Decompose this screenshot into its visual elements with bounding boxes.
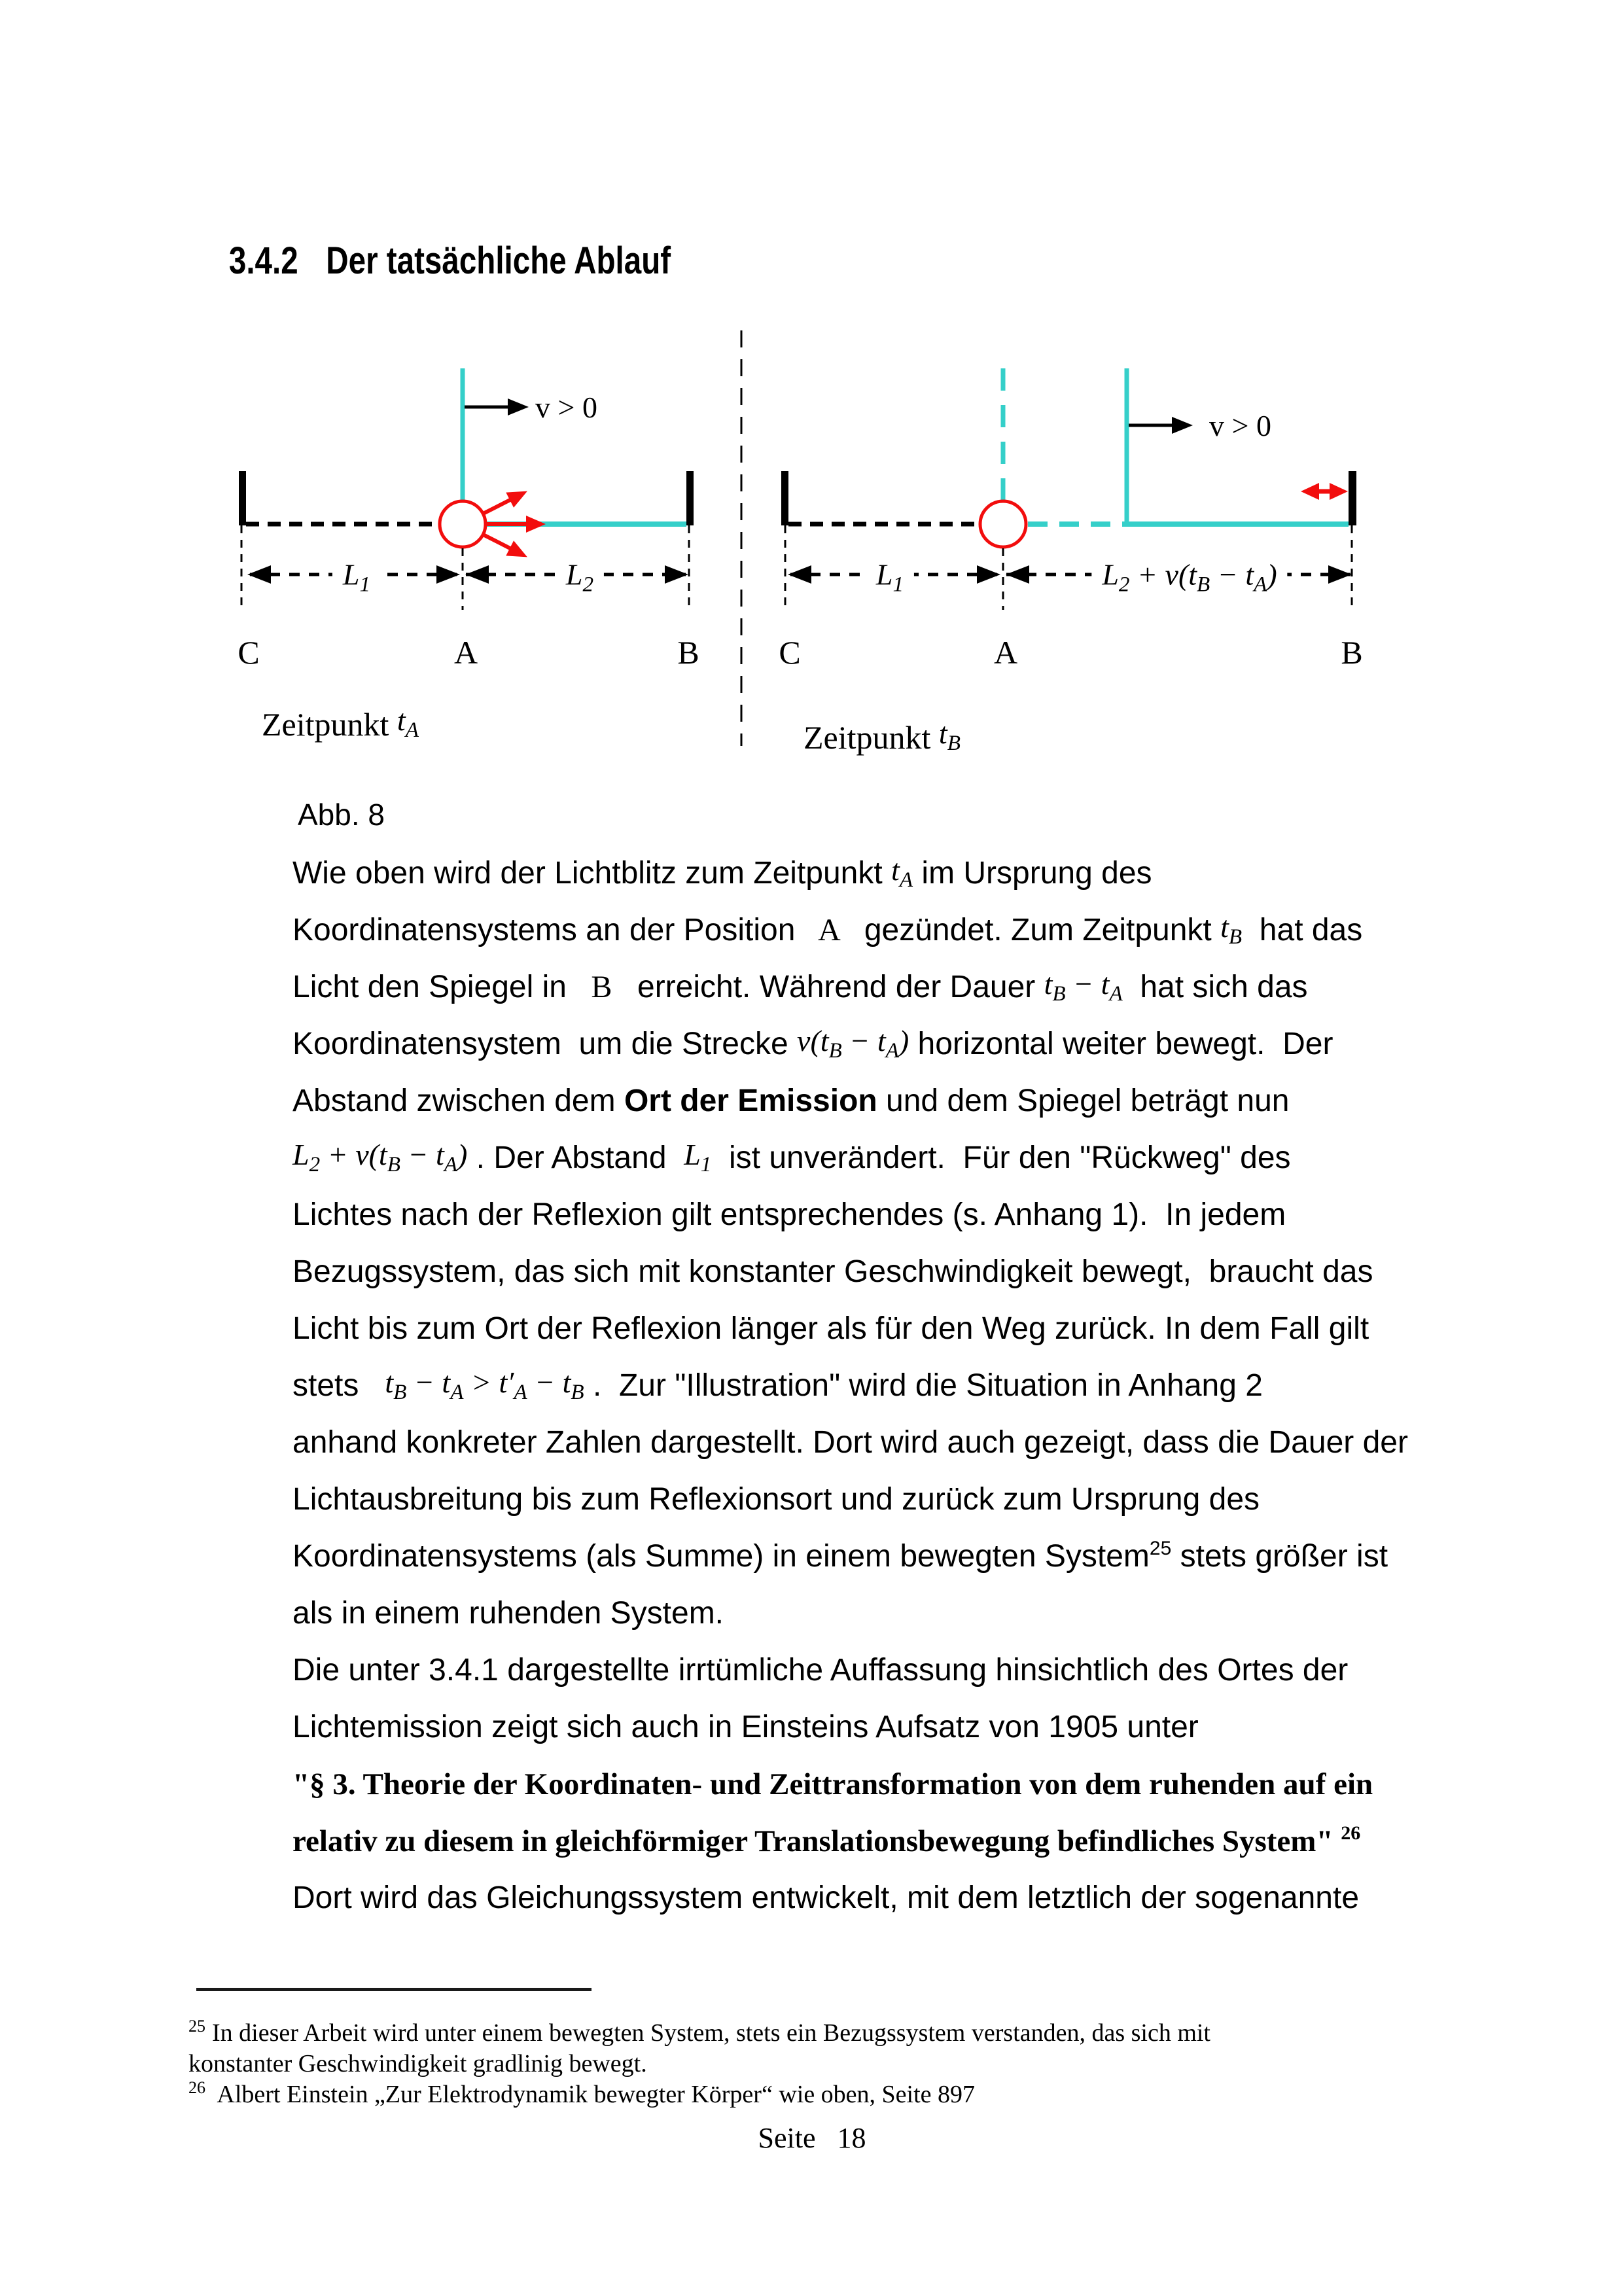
point-label-b-left: B xyxy=(677,634,699,671)
section-title: Der tatsächliche Ablauf xyxy=(326,239,671,282)
body-line xyxy=(292,1812,1536,1869)
section-number: 3.4.2 xyxy=(228,239,298,282)
text-segment: . Zur "Illustration" wird die Situation in Anhang 2 xyxy=(584,1368,1263,1403)
point-label-c-right: C xyxy=(779,634,801,671)
body-line xyxy=(292,1471,1536,1528)
text-segment: 26 xyxy=(1341,1822,1361,1844)
body-line xyxy=(292,1072,1536,1129)
footnote-text: In dieser Arbeit wird unter einem bewegten System, stets ein Bezugssystem verstanden, das sich mit xyxy=(212,2019,1210,2047)
time-label-right xyxy=(803,718,961,756)
figure-diagram xyxy=(0,0,1624,818)
body-line xyxy=(292,1642,1536,1699)
body-line xyxy=(292,1699,1536,1756)
mirror-c-right xyxy=(781,471,788,525)
body-line xyxy=(292,1016,1536,1072)
footnote-number: 25 xyxy=(188,2017,205,2036)
velocity-label-right: v > 0 xyxy=(1209,409,1271,442)
text-segment: Lichtausbreitung bis zum Reflexionsort und zurück zum Ursprung des xyxy=(292,1482,1260,1517)
flash-arrows-left xyxy=(480,484,546,565)
text-segment: stets größer ist xyxy=(1171,1539,1388,1574)
dim-arrowhead-c-right xyxy=(788,565,811,584)
time-label-math: $t_A$ xyxy=(397,703,419,743)
point-label-c-left: C xyxy=(238,634,260,671)
body-line xyxy=(292,1129,1536,1186)
math-expression: $t_B$ xyxy=(1220,910,1243,949)
text-segment: stets xyxy=(292,1368,385,1403)
math-expression: $L_2 + v(t_B - t_A)$ xyxy=(292,1138,468,1177)
text-segment: Ort der Emission xyxy=(624,1084,877,1118)
dim-arrowhead-a2-right xyxy=(1006,565,1029,584)
body-line xyxy=(292,959,1536,1016)
text-segment: Lichtemission zeigt sich auch in Einsteins Aufsatz von 1905 unter xyxy=(292,1710,1199,1744)
dim-label-l2-left: $L_2$ xyxy=(556,557,604,592)
text-segment: 25 xyxy=(1149,1538,1172,1559)
footnote-divider xyxy=(196,1988,591,1991)
text-segment: hat sich das xyxy=(1122,970,1308,1004)
text-segment: A xyxy=(803,913,847,947)
body-line xyxy=(292,1357,1536,1414)
dim-arrowhead-b-left xyxy=(665,565,688,584)
point-label-b-right: B xyxy=(1341,634,1363,671)
text-segment: als in einem ruhenden System. xyxy=(292,1596,724,1631)
dim-label-l2v-right: $L_2 + v(t_B - t_A)$ xyxy=(1091,557,1287,592)
body-line xyxy=(292,1243,1536,1300)
dim-arrowhead-a1-left xyxy=(436,565,460,584)
footnote-line xyxy=(188,2018,1497,2049)
emission-circle-left xyxy=(440,501,485,547)
footnote-text: konstanter Geschwindigkeit gradlinig bewegt. xyxy=(188,2050,647,2077)
text-segment: Licht den Spiegel in xyxy=(292,970,576,1004)
velocity-arrowhead-right xyxy=(1172,417,1193,434)
dim-arrowhead-a1-right xyxy=(977,565,1000,584)
body-line xyxy=(292,1528,1536,1585)
body-line xyxy=(292,1756,1536,1812)
body-text xyxy=(292,845,1536,1926)
time-label-text: Zeitpunkt xyxy=(803,719,939,756)
math-expression: $t_B - t_A > t'_A - t_B$ xyxy=(385,1366,584,1405)
body-line xyxy=(292,1585,1536,1642)
point-label-a-right: A xyxy=(993,634,1018,671)
text-segment: hat das xyxy=(1242,913,1363,947)
time-label-left xyxy=(262,705,419,743)
velocity-label-left: v > 0 xyxy=(535,391,597,424)
text-segment: "§ 3. Theorie der Koordinaten- und Zeittransformation von dem ruhenden auf ein xyxy=(292,1767,1373,1801)
body-line xyxy=(292,1186,1536,1243)
reflection-double-arrow xyxy=(1301,483,1348,500)
page-number xyxy=(0,2121,1624,2155)
body-line xyxy=(292,1869,1536,1926)
text-segment: erreicht. Während der Dauer xyxy=(620,970,1044,1004)
body-line xyxy=(292,1414,1536,1471)
text-segment: Koordinatensystems (als Summe) in einem bewegten System xyxy=(292,1539,1150,1574)
body-line xyxy=(292,845,1536,902)
mirror-c-left xyxy=(239,471,246,525)
footnote-text: Albert Einstein „Zur Elektrodynamik bewegter Körper“ wie oben, Seite 897 xyxy=(212,2081,976,2108)
math-expression: $t_A$ xyxy=(891,853,913,892)
emission-circle-right xyxy=(980,501,1026,547)
body-line xyxy=(292,1300,1536,1357)
text-segment: Koordinatensystem um die Strecke xyxy=(292,1027,798,1061)
page-number-value: 18 xyxy=(837,2122,866,2154)
text-segment: Die unter 3.4.1 dargestellte irrtümliche Auffassung hinsichtlich des Ortes der xyxy=(292,1653,1349,1687)
footnotes xyxy=(188,2018,1497,2110)
text-segment: Bezugssystem, das sich mit konstanter Geschwindigkeit bewegt, braucht das xyxy=(292,1254,1373,1289)
text-segment: Wie oben wird der Lichtblitz zum Zeitpunkt xyxy=(292,856,892,891)
text-segment: gezündet. Zum Zeitpunkt xyxy=(847,913,1221,947)
text-segment: Licht bis zum Ort der Reflexion länger als für den Weg zurück. In dem Fall gilt xyxy=(292,1311,1369,1346)
body-line xyxy=(292,902,1536,959)
footnote-line xyxy=(188,2049,1497,2079)
dim-arrowhead-c-left xyxy=(247,565,271,584)
velocity-arrowhead-left xyxy=(508,398,529,415)
page-number-label: Seite xyxy=(758,2122,816,2154)
time-label-math: $t_B$ xyxy=(938,716,961,756)
text-segment: und dem Spiegel beträgt nun xyxy=(877,1084,1290,1118)
figure-caption: Abb. 8 xyxy=(298,798,385,832)
math-expression: $L_1$ xyxy=(684,1138,712,1177)
dim-label-l1-right: $L_1$ xyxy=(866,557,914,592)
text-segment: Lichtes nach der Reflexion gilt entsprechendes (s. Anhang 1). In jedem xyxy=(292,1197,1286,1232)
text-segment: im Ursprung des xyxy=(913,856,1152,891)
text-segment: Dort wird das Gleichungssystem entwickelt, mit dem letztlich der sogenannte xyxy=(292,1881,1360,1915)
text-segment: relativ zu diesem in gleichförmiger Translationsbewegung befindliches System" xyxy=(292,1824,1341,1858)
text-segment: B xyxy=(575,970,620,1004)
mirror-b-right xyxy=(1349,471,1356,525)
point-label-a-left: A xyxy=(453,634,478,671)
text-segment: horizontal weiter bewegt. Der xyxy=(909,1027,1333,1061)
footnote-number: 26 xyxy=(188,2078,205,2097)
text-segment: Koordinatensystems an der Position xyxy=(292,913,804,947)
text-segment: Abstand zwischen dem xyxy=(292,1084,624,1118)
dim-arrowhead-b-right xyxy=(1328,565,1352,584)
footnote-line xyxy=(188,2079,1497,2110)
math-expression: $t_B - t_A$ xyxy=(1044,967,1123,1006)
mirror-b-left xyxy=(686,471,694,525)
text-segment: ist unverändert. Für den "Rückweg" des xyxy=(711,1140,1291,1175)
text-segment: anhand konkreter Zahlen dargestellt. Dort wird auch gezeigt, dass die Dauer der xyxy=(292,1425,1408,1460)
math-expression: $v(t_B - t_A)$ xyxy=(797,1024,909,1063)
text-segment: . Der Abstand xyxy=(467,1140,684,1175)
dim-label-l1-left: $L_1$ xyxy=(332,557,381,592)
dim-arrowhead-a2-left xyxy=(465,565,489,584)
time-label-text: Zeitpunkt xyxy=(262,706,397,743)
